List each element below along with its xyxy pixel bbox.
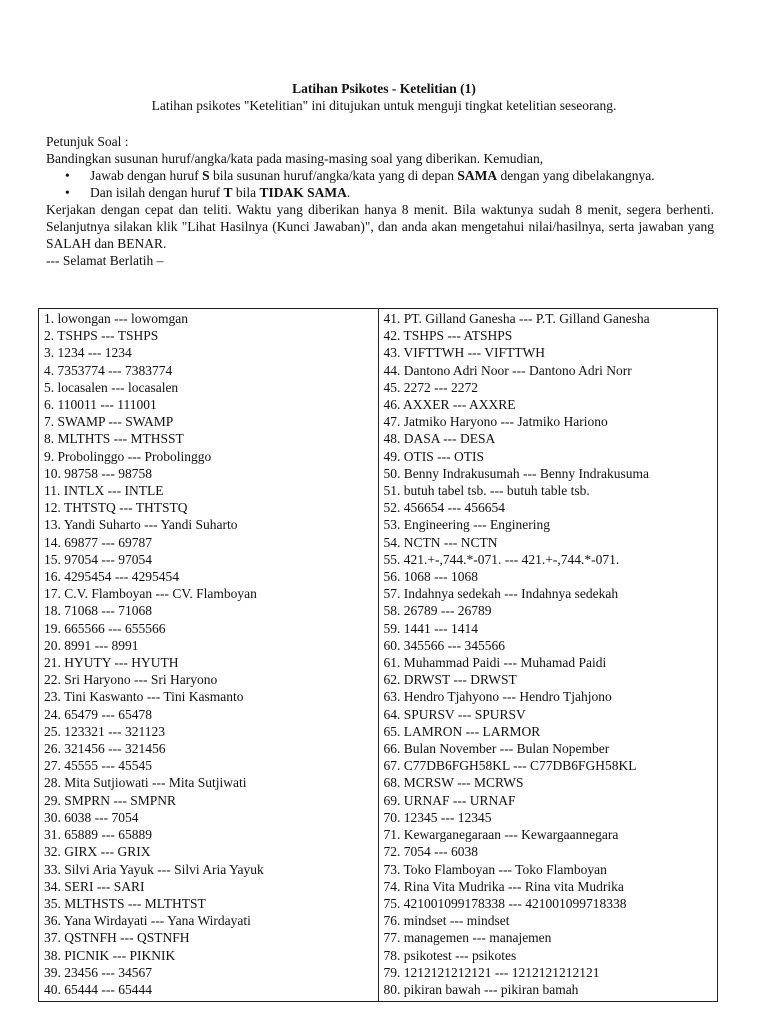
list-item: 7. SWAMP --- SWAMP xyxy=(44,414,174,430)
list-item: 12. THTSTQ --- THTSTQ xyxy=(44,500,188,516)
list-item: 60. 345566 --- 345566 xyxy=(383,637,505,653)
list-item: 67. C77DB6FGH58KL --- C77DB6FGH58KL xyxy=(383,758,637,774)
list-item: 75. 421001099178338 --- 421001099718338 xyxy=(383,895,627,911)
list-item: 33. Silvi Aria Yayuk --- Silvi Aria Yayuk xyxy=(44,861,264,877)
list-item: 41. PT. Gilland Ganesha --- P.T. Gilland Ganesha xyxy=(383,311,650,326)
comparison-table xyxy=(38,308,718,1002)
list-item: 22. Sri Haryono --- Sri Haryono xyxy=(44,672,218,688)
list-item: 37. QSTNFH --- QSTNFH xyxy=(44,930,190,946)
list-item: 10. 98758 --- 98758 xyxy=(44,465,152,481)
list-item: 21. HYUTY --- HYUTH xyxy=(44,655,179,671)
list-item: 70. 12345 --- 12345 xyxy=(383,809,492,825)
list-item: 80. pikiran bawah --- pikiran bamah xyxy=(383,981,579,997)
list-item: 69. URNAF --- URNAF xyxy=(383,792,516,808)
list-item: 34. SERI --- SARI xyxy=(44,878,145,894)
bullet-not-same-keyword: TIDAK SAMA xyxy=(259,185,347,200)
list-item: 66. Bulan November --- Bulan Nopember xyxy=(383,741,610,757)
list-item: 32. GIRX --- GRIX xyxy=(44,844,151,860)
list-item: 24. 65479 --- 65478 xyxy=(44,706,152,722)
list-item: 19. 665566 --- 655566 xyxy=(44,620,166,636)
instruction-bullets xyxy=(46,167,714,201)
list-item: 61. Muhammad Paidi --- Muhamad Paidi xyxy=(383,655,607,671)
list-item: 15. 97054 --- 97054 xyxy=(44,551,152,567)
list-item: 53. Engineering --- Enginering xyxy=(383,517,550,533)
list-item: 74. Rina Vita Mudrika --- Rina vita Mudrika xyxy=(383,878,624,894)
list-item: 72. 7054 --- 6038 xyxy=(383,844,478,860)
closing-line: --- Selamat Berlatih – xyxy=(46,253,164,268)
list-item: 63. Hendro Tjahyono --- Hendro Tjahjono xyxy=(383,689,612,705)
list-item: 57. Indahnya sedekah --- Indahnya sedekah xyxy=(383,586,619,602)
bullet-same-pre: Jawab dengan huruf xyxy=(90,168,203,183)
page-title: Latihan Psikotes - Ketelitian (1) xyxy=(292,81,476,96)
list-item: 27. 45555 --- 45545 xyxy=(44,758,152,774)
list-item: 14. 69877 --- 69787 xyxy=(44,534,152,550)
list-item: 4. 7353774 --- 7383774 xyxy=(44,362,173,378)
page-subtitle: Latihan psikotes "Ketelitian" ini ditujukan untuk menguji tingkat ketelitian seseorang. xyxy=(151,98,617,113)
list-item: 76. mindset --- mindset xyxy=(383,913,510,929)
list-item: 62. DRWST --- DRWST xyxy=(383,672,517,688)
list-item: 45. 2272 --- 2272 xyxy=(383,379,478,395)
list-item: 5. locasalen --- locasalen xyxy=(44,379,179,395)
list-item: 78. psikotest --- psikotes xyxy=(383,947,517,963)
list-item: 13. Yandi Suharto --- Yandi Suharto xyxy=(44,517,238,533)
list-item: 17. C.V. Flamboyan --- CV. Flamboyan xyxy=(44,586,257,602)
list-item: 2. TSHPS --- TSHPS xyxy=(44,328,159,344)
list-item: 42. TSHPS --- ATSHPS xyxy=(383,328,513,344)
list-item: 35. MLTHSTS --- MLTHTST xyxy=(44,895,206,911)
bullet-same-keyword: SAMA xyxy=(457,168,498,183)
bullet-same xyxy=(46,167,714,184)
list-item: 79. 1212121212121 --- 1212121212121 xyxy=(383,964,600,980)
instructions-paragraph: Kerjakan dengan cepat dan teliti. Waktu yang diberikan hanya 8 menit. Bila waktunya sudah 8 menit, segera berhenti. Selanjutnya silakan klik "Lihat Hasilnya (Kunci Jawaban)", dan anda akan mengetahui nilai/hasilnya, serta jawaban yang SALAH dan BENAR. xyxy=(46,202,714,251)
bullet-same-mid: bila susunan huruf/angka/kata yang di depan xyxy=(209,168,458,183)
list-item: 23. Tini Kaswanto --- Tini Kasmanto xyxy=(44,689,244,705)
list-item: 50. Benny Indrakusumah --- Benny Indrakusuma xyxy=(383,465,649,481)
list-item: 51. butuh tabel tsb. --- butuh table tsb. xyxy=(383,483,590,499)
list-item: 58. 26789 --- 26789 xyxy=(383,603,492,619)
list-item: 20. 8991 --- 8991 xyxy=(44,637,139,653)
instructions-heading: Petunjuk Soal : xyxy=(46,134,129,149)
items-column-left xyxy=(39,309,378,1001)
list-item: 30. 6038 --- 7054 xyxy=(44,809,139,825)
bullet-not-same-letter: T xyxy=(223,185,233,200)
bullet-not-same xyxy=(46,184,714,201)
bullet-not-same-pre: Dan isilah dengan huruf xyxy=(90,185,224,200)
list-item: 6. 110011 --- 111001 xyxy=(44,397,157,413)
bullet-dot: • xyxy=(65,168,70,183)
list-item: 28. Mita Sutjiowati --- Mita Sutjiwati xyxy=(44,775,247,791)
list-item: 44. Dantono Adri Noor --- Dantono Adri Norr xyxy=(383,362,632,378)
list-item: 48. DASA --- DESA xyxy=(383,431,496,447)
list-item: 59. 1441 --- 1414 xyxy=(383,620,478,636)
list-item: 8. MLTHTS --- MTHSST xyxy=(44,431,184,447)
bullet-dot: • xyxy=(65,185,70,200)
list-item: 46. AXXER --- AXXRE xyxy=(383,397,516,413)
list-item: 31. 65889 --- 65889 xyxy=(44,827,152,843)
list-item: 56. 1068 --- 1068 xyxy=(383,569,478,585)
list-item: 26. 321456 --- 321456 xyxy=(44,741,166,757)
list-item: 25. 123321 --- 321123 xyxy=(44,723,165,739)
list-item: 40. 65444 --- 65444 xyxy=(44,981,152,997)
list-item: 49. OTIS --- OTIS xyxy=(383,448,484,464)
instructions-intro: Bandingkan susunan huruf/angka/kata pada masing-masing soal yang diberikan. Kemudian, xyxy=(46,151,544,166)
bullet-not-same-post: . xyxy=(346,185,351,200)
list-item: 52. 456654 --- 456654 xyxy=(383,500,505,516)
list-item: 3. 1234 --- 1234 xyxy=(44,345,132,361)
bullet-not-same-mid: bila xyxy=(232,185,260,200)
list-item: 54. NCTN --- NCTN xyxy=(383,534,498,550)
list-item: 38. PICNIK --- PIKNIK xyxy=(44,947,176,963)
list-item: 64. SPURSV --- SPURSV xyxy=(383,706,526,722)
list-item: 43. VIFTTWH --- VIFTTWH xyxy=(383,345,545,361)
list-item: 55. 421.+-,744.*-071. --- 421.+-,744.*-071. xyxy=(383,551,620,567)
list-item: 16. 4295454 --- 4295454 xyxy=(44,569,179,585)
list-item: 36. Yana Wirdayati --- Yana Wirdayati xyxy=(44,913,251,929)
bullet-same-post: dengan yang dibelakangnya. xyxy=(497,168,655,183)
list-item: 1. lowongan --- lowomgan xyxy=(44,311,188,326)
list-item: 29. SMPRN --- SMPNR xyxy=(44,792,177,808)
list-item: 68. MCRSW --- MCRWS xyxy=(383,775,524,791)
list-item: 9. Probolinggo --- Probolinggo xyxy=(44,448,212,464)
bullet-same-letter: S xyxy=(202,168,210,183)
list-item: 65. LAMRON --- LARMOR xyxy=(383,723,541,739)
list-item: 77. managemen --- manajemen xyxy=(383,930,552,946)
list-item: 11. INTLX --- INTLE xyxy=(44,483,164,499)
list-item: 39. 23456 --- 34567 xyxy=(44,964,152,980)
instructions xyxy=(46,133,714,269)
list-item: 47. Jatmiko Haryono --- Jatmiko Hariono xyxy=(383,414,608,430)
list-item: 18. 71068 --- 71068 xyxy=(44,603,152,619)
list-item: 73. Toko Flamboyan --- Toko Flamboyan xyxy=(383,861,607,877)
items-column-right xyxy=(378,309,718,1001)
list-item: 71. Kewarganegaraan --- Kewargaannegara xyxy=(383,827,619,843)
